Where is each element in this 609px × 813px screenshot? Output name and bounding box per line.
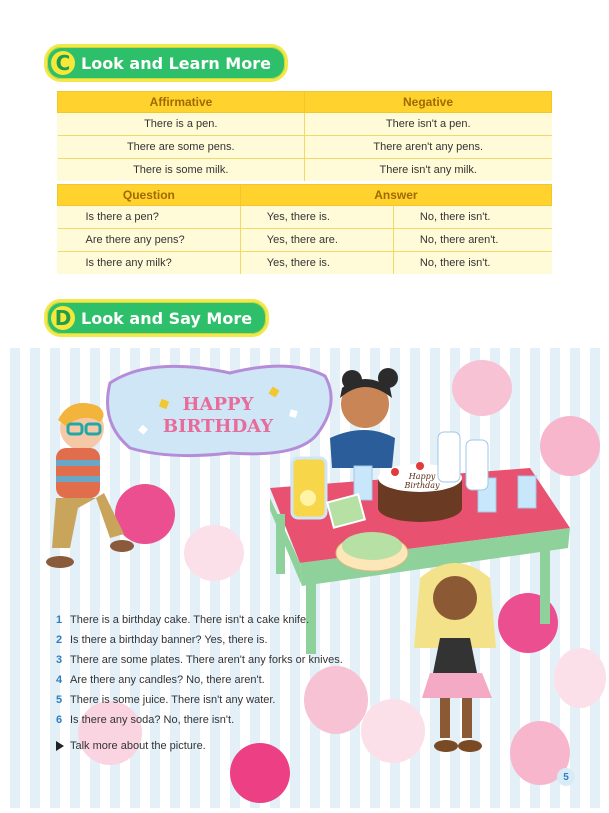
table-row [58,159,552,182]
balloon [184,525,244,581]
table-cell: There isn't any milk. [305,159,552,182]
item-text: There is some juice. There isn't any water. [70,694,276,706]
item-number: 1 [56,614,63,626]
item-text: There is a birthday cake. There isn't a cake knife. [70,614,310,626]
triangle-bullet-icon [56,741,64,751]
table-cell: No, there aren't. [393,229,551,252]
table-row [58,206,552,229]
cake-text: Happy Birthday [404,472,440,490]
banner-line-2: BIRTHDAY [162,416,274,437]
item-text: Is there a birthday banner? Yes, there is. [70,634,268,646]
header-question: Question [58,185,241,206]
banner-line-1: HAPPY [182,394,254,415]
table-cell: There isn't a pen. [305,113,552,136]
item-number: 2 [56,634,63,646]
affirmative-negative-table [57,91,552,181]
table-cell: Are there any pens? [58,229,241,252]
table-cell: No, there isn't. [393,206,551,229]
list-item [56,710,386,730]
section-d-title: Look and Say More [81,308,253,328]
balloon [554,648,606,708]
juice-pitcher [292,458,326,518]
table-row [58,113,552,136]
item-number: 5 [56,694,63,706]
balloon [540,416,600,476]
girl-figure-right [414,563,496,752]
header-affirmative: Affirmative [58,92,305,113]
list-item [56,610,386,630]
table-cell: There is some milk. [58,159,305,182]
item-text: Is there any soda? No, there isn't. [70,714,235,726]
item-text: Are there any candles? No, there aren't. [70,674,265,686]
table-cell: Is there a pen? [58,206,241,229]
table-cell: Is there any milk? [58,252,241,275]
table-cell: Yes, there is. [240,206,393,229]
section-c-letter: C [51,51,75,75]
table-row [58,229,552,252]
list-item [56,650,386,670]
table-cell: There aren't any pens. [305,136,552,159]
sentence-list [56,610,386,756]
list-item [56,630,386,650]
table-cell: Yes, there is. [240,252,393,275]
item-text: There are some plates. There aren't any forks or knives. [70,654,343,666]
banner-text [138,394,298,438]
item-number: 4 [56,674,63,686]
header-answer: Answer [240,185,551,206]
list-item [56,670,386,690]
balloon [115,484,175,544]
section-d-letter: D [51,306,75,330]
item-number: 6 [56,714,63,726]
balloon [452,360,512,416]
table-row [58,252,552,275]
header-negative: Negative [305,92,552,113]
list-item [56,690,386,710]
table-cell: No, there isn't. [393,252,551,275]
section-c-header [44,44,288,82]
prompt-line [56,736,386,756]
item-number: 3 [56,654,63,666]
girl-figure-center [330,368,398,468]
page-number: 5 [557,768,575,786]
section-c-title: Look and Learn More [81,53,271,73]
table-cell: Yes, there are. [240,229,393,252]
table-row [58,136,552,159]
question-answer-table [57,184,552,274]
section-d-header [44,299,269,337]
prompt-text: Talk more about the picture. [70,740,206,752]
table-cell: There is a pen. [58,113,305,136]
table-cell: There are some pens. [58,136,305,159]
